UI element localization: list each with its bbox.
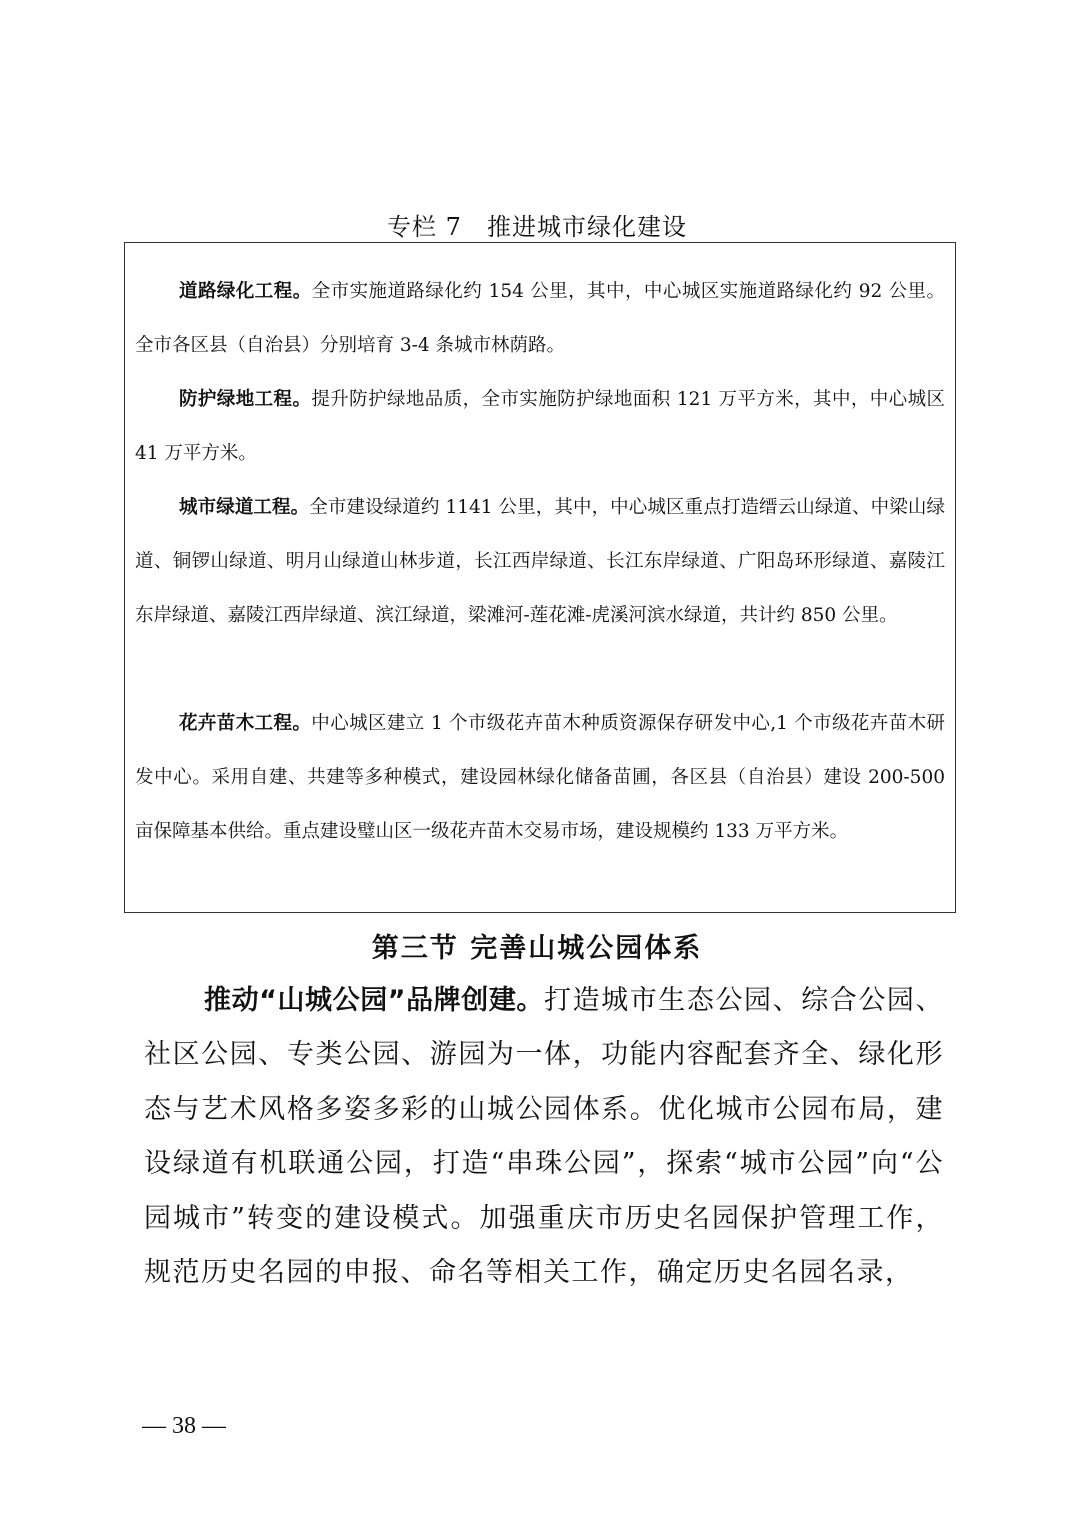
box-paragraph-nursery — [135, 697, 945, 859]
paragraph-text: 全市实施道路绿化约 154 公里，其中，中心城区实施道路绿化约 92 公里。全市各区县（自治县）分别培育 3-4 条城市林荫路。 — [135, 281, 945, 356]
box-paragraph-protective-green — [135, 373, 945, 481]
paragraph-lead: 城市绿道工程。 — [179, 497, 310, 518]
section-heading: 第三节 完善山城公园体系 — [371, 933, 703, 964]
paragraph-text: 中心城区建立 1 个市级花卉苗木种质资源保存研发中心,1 个市级花卉苗木研发中心。采用自建、共建等多种模式，建设园林绿化储备苗圃，各区县（自治县）建设 200-500 亩保障基本供给。重点建设璧山区一级花卉苗木交易市场，建设规模约 133 万平方米。 — [135, 713, 945, 842]
paragraph-lead: 花卉苗木工程。 — [179, 713, 312, 734]
paragraph-text: 提升防护绿地品质，全市实施防护绿地面积 121 万平方米，其中，中心城区 41 万平方米。 — [135, 389, 945, 464]
box-paragraph-greenway — [135, 481, 945, 643]
paragraph-text: 全市建设绿道约 1141 公里，其中，中心城区重点打造缙云山绿道、中梁山绿道、铜锣山绿道、明月山绿道山林步道，长江西岸绿道、长江东岸绿道、广阳岛环形绿道、嘉陵江东岸绿道、嘉陵江西岸绿道、滨江绿道，梁滩河-莲花滩-虎溪河滨水绿道，共计约 850 公里。 — [135, 497, 945, 626]
paragraph-lead: 道路绿化工程。 — [179, 281, 312, 302]
box-paragraph-road-greening — [135, 265, 945, 373]
body-paragraph — [144, 974, 944, 1300]
paragraph-text: 打造城市生态公园、综合公园、社区公园、专类公园、游园为一体，功能内容配套齐全、绿化形态与艺术风格多姿多彩的山城公园体系。优化城市公园布局，建设绿道有机联通公园，打造“串珠公园”，探索“城市公园”向“公园城市”转变的建设模式。加强重庆市历史名园保护管理工作，规范历史名园的申报、命名等相关工作，确定历史名园名录， — [144, 985, 944, 1289]
paragraph-lead: 推动“山城公园”品牌创建。 — [204, 985, 544, 1016]
box-title: 专栏 7 推进城市绿化建设 — [387, 213, 687, 241]
paragraph-lead: 防护绿地工程。 — [179, 389, 312, 410]
feature-box — [124, 242, 956, 913]
page-number: — 38 — — [142, 1413, 226, 1439]
